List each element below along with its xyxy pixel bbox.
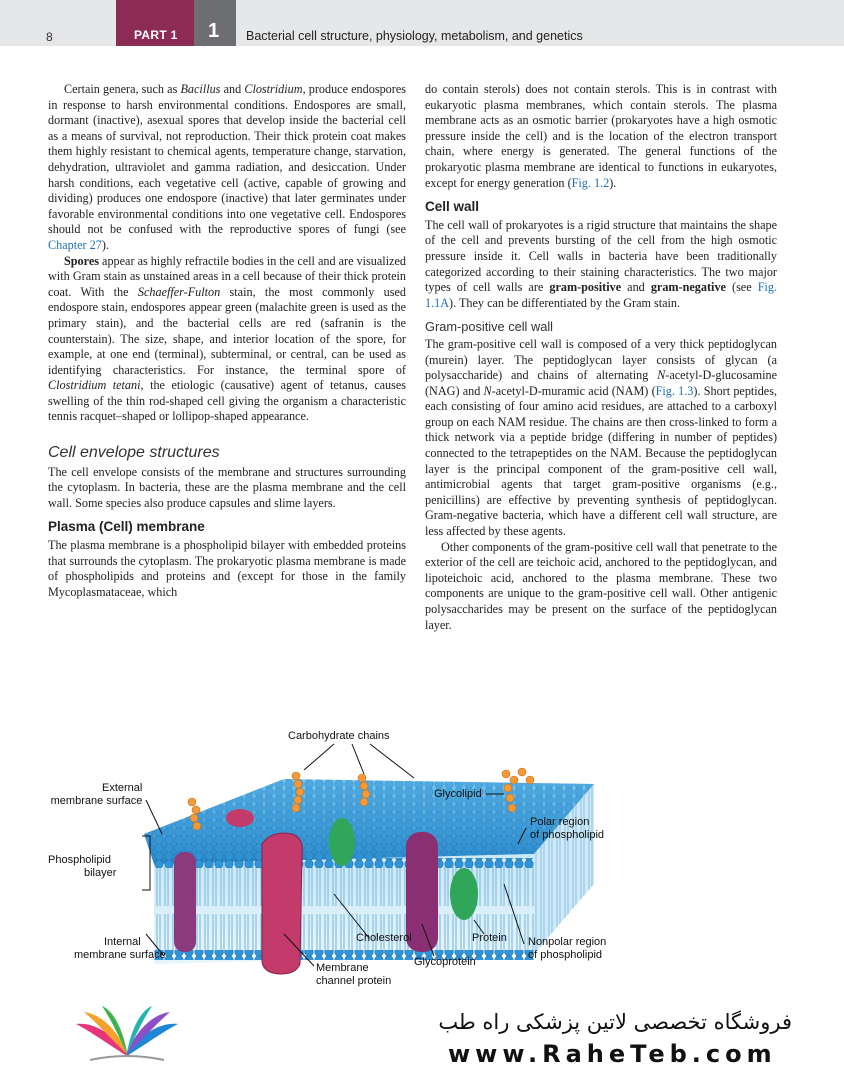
footer-banner [0,994,844,1080]
label-carbohydrate-chains: Carbohydrate chains [288,730,390,742]
label-nonpolar-region: Nonpolar region of phospholipid [528,936,607,961]
paragraph-teichoic: Other components of the gram-positive cell wall that penetrate to the exterior of the cell are teichoic acid, anchored to the peptidoglycan, and lipoteichoic acid, anchored to the plasma membrane. These two components are unique to the gram-positive cell wall. Other antigenic polysaccharides may be present on the surface of the peptidoglycan layer. [425,539,777,632]
channel-protein-shape [262,833,302,974]
running-header [0,0,844,46]
fig-1-3-link[interactable]: Fig. 1.3 [655,383,694,398]
chapter-number: 1 [208,20,220,42]
paragraph-plasma-membrane: The plasma membrane is a phospholipid bilayer with embedded proteins that surrounds the cytoplasm. The prokaryotic plasma membrane is made of phospholipids and proteins and (except for those in the family Mycoplasmataceae, which [48,538,406,599]
label-internal-surface: Internal membrane surface [74,936,166,961]
page-number: 8 [46,30,53,44]
book-logo-icon [72,1004,182,1068]
label-external-surface: External membrane surface [50,782,143,807]
label-glycoprotein: Glycoprotein [414,956,476,968]
left-column [48,82,406,600]
fig-1-2-link[interactable]: Fig. 1.2 [571,175,610,190]
protein-green-shape [329,818,355,866]
part-badge [116,0,194,46]
heading-gram-positive: Gram-positive cell wall [425,319,554,335]
chapter-27-link[interactable]: Chapter 27 [48,237,102,252]
heading-cell-wall: Cell wall [425,199,480,215]
store-name-persian: فروشگاه تخصصی لاتین پزشکی راه طب [438,1010,792,1034]
store-url[interactable]: www.RaheTeb.com [448,1040,777,1068]
label-protein: Protein [472,932,507,944]
label-channel-protein: Membrane channel protein [316,962,392,987]
label-glycolipid: Glycolipid [434,788,482,800]
paragraph-cell-wall: The cell wall of prokaryotes is a rigid structure that maintains the shape of the cell and prevents bursting of the cell from the high osmotic pressure inside it. Cell walls in bacteria have been traditionally categorized according to their staining characteristics. The two major types of cell walls are gram-positive and gram-negative (see Fig. 1.1A). They can be differentiated by the Gram stain. [425,217,777,310]
label-phospholipid-bilayer: Phospholipid bilayer [48,854,117,879]
paragraph-sterols: do contain sterols) does not contain sterols. This is in contrast with eukaryotic plasma membranes, which contain sterols. The plasma membrane acts as an osmotic barrier (prokaryotes have a high osmotic pressure inside the cell) and is the location of the electron transport chain, where energy is generated. The general functions of the prokaryotic plasma membrane are identical to functions in eukaryotes, except for energy generation (Fig. 1.2). [425,82,777,190]
fig-1-1a-link[interactable]: Fig. 1.1A [425,280,777,310]
protein-small-shape [450,868,478,920]
paragraph-envelope: The cell envelope consists of the membrane and structures surrounding the cytoplasm. In bacteria, these are the plasma membrane and the cell wall. Some species also produce capsules and slime layers. [48,464,406,510]
paragraph-spores: Spores appear as highly refractile bodies in the cell and are visualized with Gram stain as unstained areas in a cell because of their thick protein coat. With the Schaeffer-Fulton stain, the most commonly used endospore stain, endospores appear green (malachite green is used as the primary stain), and the bacterial cells are red (safranin is the counterstain). The size, shape, and interior location of the spore, for example, at one end (terminal), subterminal, or central, can be used as identifying characteristics. For instance, the terminal spore of Clostridium tetani, the etiologic (causative) agent of tetanus, causes swelling of the thin rod-shaped cell giving the organism a characteristic tennis racquet–shaped or lollipop-shaped appearance. [48,253,407,424]
heading-cell-envelope: Cell envelope structures [48,444,220,462]
paragraph-gram-positive: The gram-positive cell wall is composed of a very thick peptidoglycan (murein) layer. The peptidoglycan layer consists of glycan (a polysaccharide) and chains of alternating N-acetyl-D-glucosamine (NAG) and N-acetyl-D-muramic acid (NAM) (Fig. 1.3). Short peptides, each consisting of four amino acid residues, are attached to a carboxyl group on each NAM residue. The chains are then cross-linked to form a thick network via a peptide bridge (differing in number of peptides) connected to the tetrapeptides on the NAM. Because the peptidoglycan layer is the principal component of the gram-positive cell wall, antimicrobial agents that target gram-positive organisms (e.g., penicillins) are effective by preventing synthesis of peptidoglycan. Gram-negative bacteria, which have a different cell wall structure, are less affected by these agents. [425,336,777,539]
paragraph-endospores: Certain genera, such as Bacillus and Clostridium, produce endospores in response to harsh environmental conditions. Endospores are small, dormant (inactive), asexual spores that develop inside the bacterial cell as a means of survival, not reproduction. Their thick protein coat makes them highly resistant to chemical agents, temperature change, starvation, dehydration, ultraviolet and gamma radiation, and desiccation. Under harsh conditions, each vegetative cell (active, capable of growing and dividing) produces one endospore (inactive) that later germinates under favorable environmental conditions into one vegetative cell. Endospores should not be confused with the reproductive spores of fungi (see Chapter 27). [48,82,406,252]
chapter-badge [194,0,236,46]
membrane-figure [34,724,810,994]
chapter-title: Bacterial cell structure, physiology, metabolism, and genetics [246,29,583,43]
label-polar-region: Polar region of phospholipid [530,816,605,841]
heading-plasma-membrane: Plasma (Cell) membrane [48,519,205,535]
label-cholesterol: Cholesterol [356,932,412,944]
part-label: PART 1 [134,28,178,42]
right-column [425,82,777,633]
